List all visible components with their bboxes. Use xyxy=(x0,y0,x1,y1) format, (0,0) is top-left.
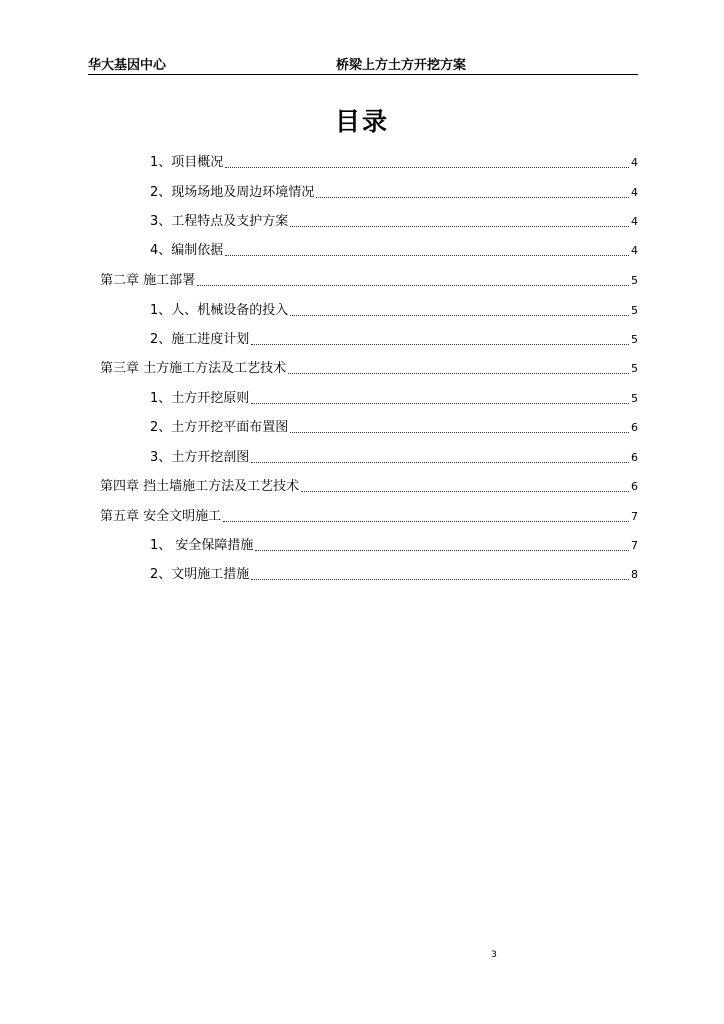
toc-entry-label: 1、人、机械设备的投入 xyxy=(150,303,289,318)
toc-dot-leader xyxy=(251,343,629,345)
toc-entry-label: 1、土方开挖原则 xyxy=(150,391,250,406)
toc-dot-leader xyxy=(223,520,629,522)
toc-entry[interactable] xyxy=(150,242,638,260)
toc-entry-page: 4 xyxy=(631,186,638,199)
toc-chapter-entry[interactable] xyxy=(100,478,638,496)
toc-entry-label: 1、 安全保障措施 xyxy=(150,538,254,553)
toc-entry-label: 4、编制依据 xyxy=(150,243,224,258)
toc-entry-page: 5 xyxy=(631,362,638,375)
toc-entry-page: 6 xyxy=(631,480,638,493)
toc-entry-page: 5 xyxy=(631,333,638,346)
toc-dot-leader xyxy=(290,225,629,227)
toc-dot-leader xyxy=(251,402,629,404)
toc-title: 目录 xyxy=(334,107,389,136)
toc-entry-label: 2、现场场地及周边环境情况 xyxy=(150,185,315,200)
header-organization: 华大基因中心 xyxy=(88,58,167,73)
toc-dot-leader xyxy=(290,314,629,316)
toc-dot-leader xyxy=(301,490,629,492)
toc-entry-page: 5 xyxy=(631,392,638,405)
toc-entry[interactable] xyxy=(150,331,638,349)
toc-entry-page: 8 xyxy=(631,568,638,581)
toc-dot-leader xyxy=(288,372,629,374)
toc-dot-leader xyxy=(197,284,629,286)
toc-entry-page: 5 xyxy=(631,304,638,317)
toc-entry-page: 4 xyxy=(631,244,638,257)
toc-dot-leader xyxy=(316,196,629,198)
page-number: 3 xyxy=(491,950,497,960)
toc-chapter-entry[interactable] xyxy=(100,508,638,526)
toc-entry-label: 第五章 安全文明施工 xyxy=(100,509,222,524)
toc-entry-label: 3、土方开挖剖图 xyxy=(150,450,250,465)
toc-entry-page: 4 xyxy=(631,215,638,228)
toc-dot-leader xyxy=(225,254,629,256)
toc-entry-label: 第二章 施工部署 xyxy=(100,273,196,288)
toc-entry-page: 5 xyxy=(631,274,638,287)
toc-chapter-entry[interactable] xyxy=(100,272,638,290)
toc-entry-page: 7 xyxy=(631,539,638,552)
toc-entry-label: 1、项目概况 xyxy=(150,155,224,170)
toc-entry[interactable] xyxy=(150,537,638,555)
toc-entry-label: 2、文明施工措施 xyxy=(150,567,250,582)
toc-entry-label: 3、工程特点及支护方案 xyxy=(150,214,289,229)
toc-entry-page: 4 xyxy=(631,156,638,169)
toc-entry[interactable] xyxy=(150,184,638,202)
toc-entry-label: 第三章 土方施工方法及工艺技术 xyxy=(100,361,287,376)
header-document-title: 桥梁上方土方开挖方案 xyxy=(336,58,467,73)
toc-dot-leader xyxy=(290,431,629,433)
toc-entry-label: 2、施工进度计划 xyxy=(150,332,250,347)
toc-entry[interactable] xyxy=(150,419,638,437)
toc-dot-leader xyxy=(225,166,629,168)
toc-entry[interactable] xyxy=(150,213,638,231)
toc-entry-label: 2、土方开挖平面布置图 xyxy=(150,420,289,435)
toc-dot-leader xyxy=(251,461,629,463)
toc-chapter-entry[interactable] xyxy=(100,360,638,378)
toc-dot-leader xyxy=(251,578,629,580)
toc-entry-page: 7 xyxy=(631,510,638,523)
toc-entry[interactable] xyxy=(150,154,638,172)
toc-entry-label: 第四章 挡土墙施工方法及工艺技术 xyxy=(100,479,300,494)
toc-entry[interactable] xyxy=(150,566,638,584)
toc-entry[interactable] xyxy=(150,449,638,467)
toc-entry[interactable] xyxy=(150,390,638,408)
toc-entry[interactable] xyxy=(150,302,638,320)
toc-entry-page: 6 xyxy=(631,451,638,464)
toc-dot-leader xyxy=(255,549,629,551)
toc-entry-page: 6 xyxy=(631,421,638,434)
